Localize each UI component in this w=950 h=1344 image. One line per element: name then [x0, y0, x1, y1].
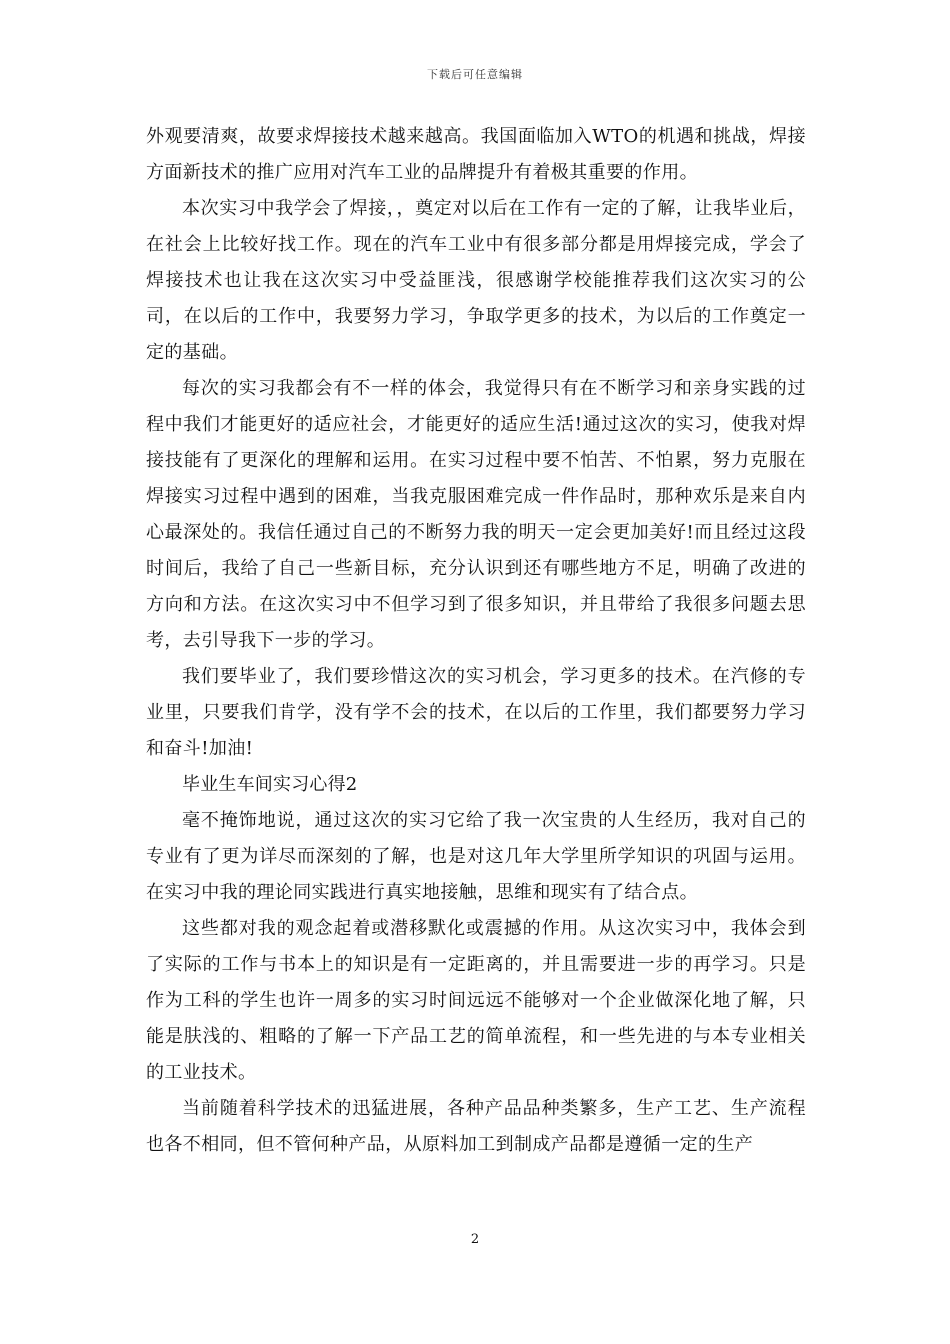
document-body	[146, 119, 806, 1163]
paragraph: 每次的实习我都会有不一样的体会，我觉得只有在不断学习和亲身实践的过程中我们才能更好的适应社会，才能更好的适应生活!通过这次的实习，使我对焊接技能有了更深化的理解和运用。在实习过程中要不怕苦、不怕累，努力克服在焊接实习过程中遇到的困难，当我克服困难完成一件作品时，那种欢乐是来自内心最深处的。我信任通过自己的不断努力我的明天一定会更加美好!而且经过这段时间后，我给了自己一些新目标，充分认识到还有哪些地方不足，明确了改进的方向和方法。在这次实习中不但学习到了很多知识，并且带给了我很多问题去思考，去引导我下一步的学习。	[146, 378, 806, 651]
paragraph: 本次实习中我学会了焊接，，奠定对以后在工作有一定的了解，让我毕业后，在社会上比较好找工作。现在的汽车工业中有很多部分都是用焊接完成，学会了焊接技术也让我在这次实习中受益匪浅，很感谢学校能推荐我们这次实习的公司，在以后的工作中，我要努力学习，争取学更多的技术，为以后的工作奠定一定的基础。	[146, 198, 806, 363]
paragraph: 这些都对我的观念起着或潜移默化或震撼的作用。从这次实习中，我体会到了实际的工作与书本上的知识是有一定距离的，并且需要进一步的再学习。只是作为工科的学生也许一周多的实习时间远远不能够对一个企业做深化地了解，只能是肤浅的、粗略的了解一下产品工艺的简单流程，和一些先进的与本专业相关的工业技术。	[146, 918, 806, 1083]
paragraph: 当前随着科学技术的迅猛进展，各种产品品种类繁多，生产工艺、生产流程也各不相同，但不管何种产品，从原料加工到制成产品都是遵循一定的生产	[146, 1098, 806, 1155]
page-number: 2	[470, 1232, 480, 1247]
paragraph: 我们要毕业了，我们要珍惜这次的实习机会，学习更多的技术。在汽修的专业里，只要我们肯学，没有学不会的技术，在以后的工作里，我们都要努力学习和奋斗!加油!	[146, 666, 806, 759]
paragraph: 毫不掩饰地说，通过这次的实习它给了我一次宝贵的人生经历，我对自己的专业有了更为详尽而深刻的了解，也是对这几年大学里所学知识的巩固与运用。在实习中我的理论同实践进行真实地接触，思维和现实有了结合点。	[146, 810, 806, 903]
paragraph-continued: 外观要清爽，故要求焊接技术越来越高。我国面临加入WTO的机遇和挑战，焊接方面新技术的推广应用对汽车工业的品牌提升有着极其重要的作用。	[146, 126, 806, 183]
page-header: 下载后可任意编辑	[427, 68, 523, 81]
section-heading: 毕业生车间实习心得2	[182, 774, 358, 795]
